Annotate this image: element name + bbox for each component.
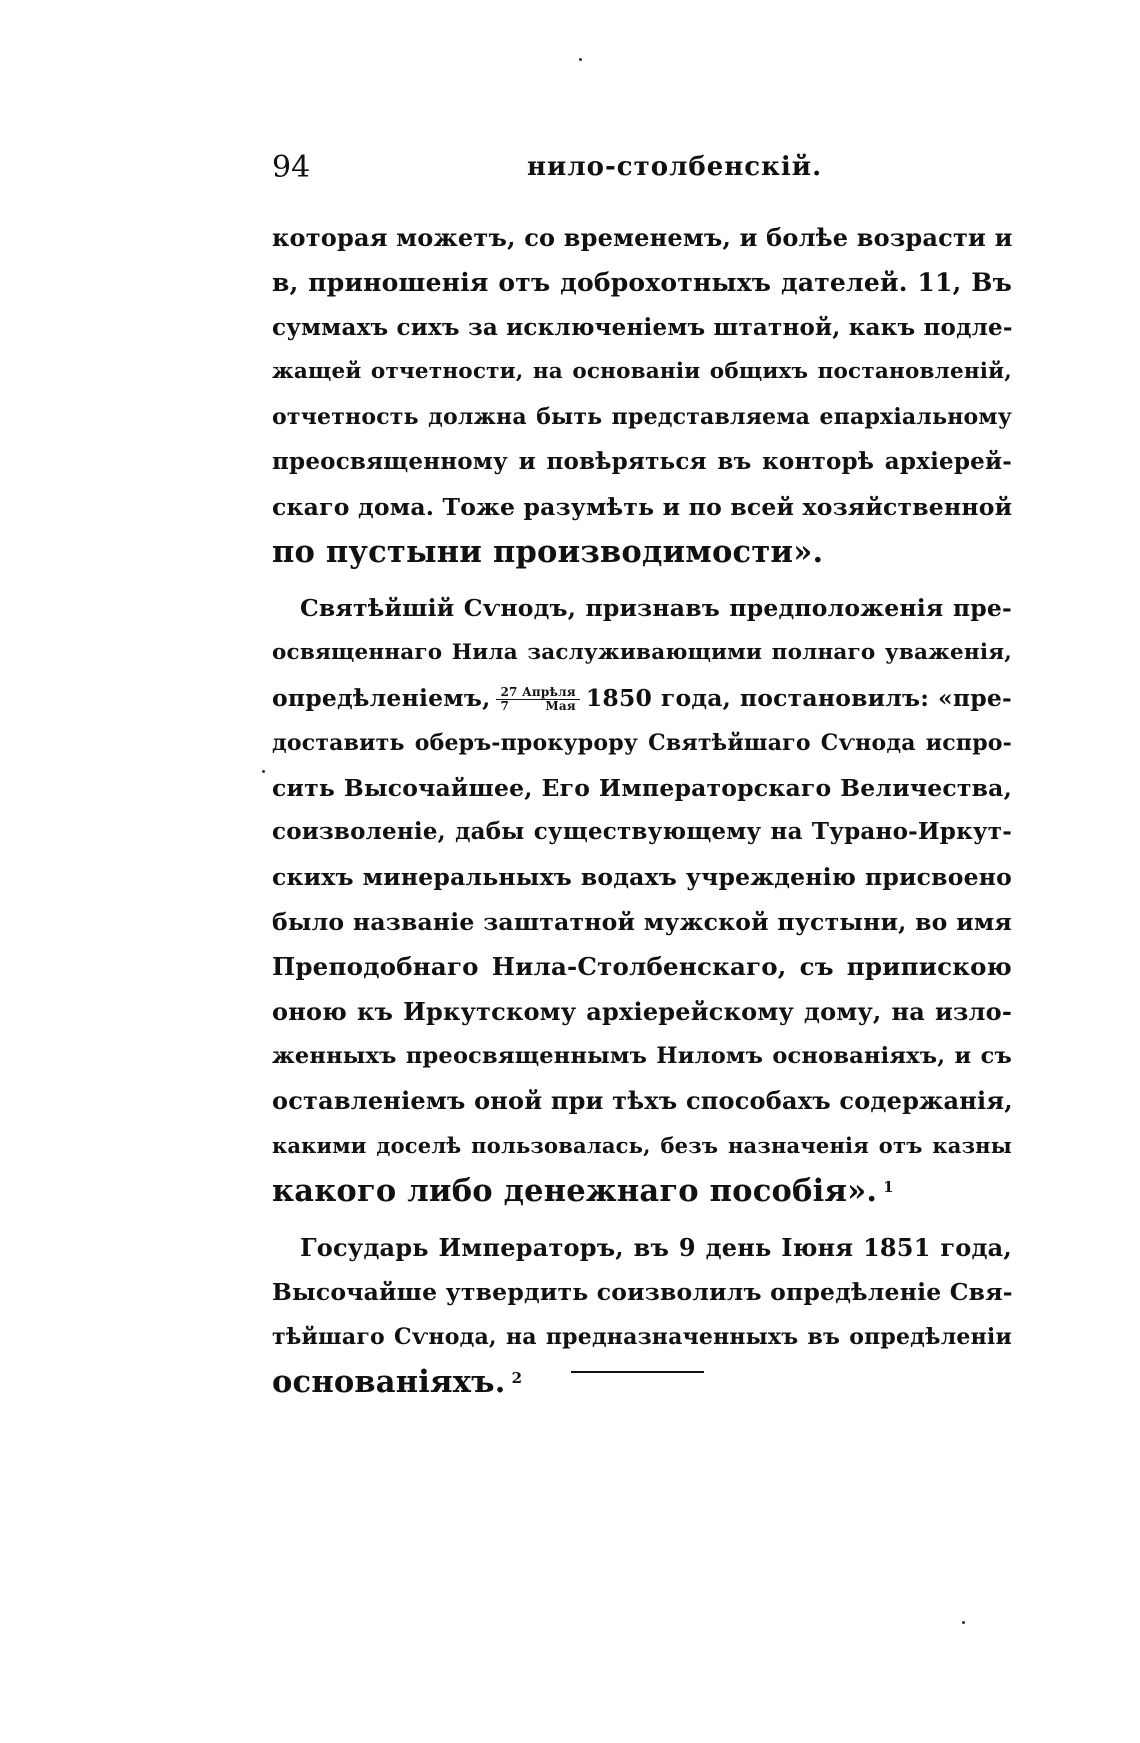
text-line: жащей отчетности, на основаніи общихъ постановленій, — [272, 359, 1012, 385]
text-line: которая можетъ, со временемъ, и болѣе возрасти и — [272, 223, 1013, 252]
text-line: Преподобнаго Нила-Столбенскаго, съ припискою — [272, 951, 1012, 981]
page-number: 94 — [272, 150, 311, 185]
text-line: тѣйшаго Сѵнода, на предназначенныхъ въ опредѣленіи — [272, 1324, 1012, 1351]
text-line: Государь Императоръ, въ 9 день Іюня 1851 года, — [300, 1232, 1012, 1262]
text-line: какого либо денежнаго пособія». — [272, 1172, 878, 1209]
text-line: Святѣйшій Сѵнодъ, признавъ предположенія пре- — [300, 594, 1012, 623]
text-line: суммахъ сихъ за исключеніемъ штатной, какъ подле- — [272, 313, 1013, 341]
fraction-line-before: опредѣленіемъ, — [272, 683, 491, 712]
text-line: доставить оберъ-прокурору Святѣйшаго Сѵнода испро- — [272, 729, 1012, 756]
paragraph-2 — [272, 586, 1012, 1213]
text-line-with-date-fraction — [272, 676, 1012, 721]
paragraph-1 — [272, 216, 1012, 574]
print-speck — [262, 770, 265, 773]
text-line: сить Высочайшее, Его Императорскаго Величества, — [272, 773, 1012, 802]
date-fraction-top: 27 Апрѣля — [496, 686, 579, 700]
text-line: основаніяхъ. — [272, 1363, 506, 1400]
text-line: женныхъ преосвященнымъ Ниломъ основаніяхъ, и съ — [272, 1043, 1012, 1070]
footnote-marker: 1 — [883, 1177, 894, 1196]
footnote-marker: 2 — [511, 1368, 523, 1387]
text-line: соизволеніе, дабы существующему на Турано-Иркут- — [272, 818, 1012, 846]
fraction-line-after: 1850 года, постановилъ: «пре- — [585, 683, 1012, 712]
text-line: Высочайше утвердить соизволилъ опредѣленіе Свя- — [272, 1278, 1013, 1307]
text-line-with-footnote — [272, 1360, 1012, 1405]
print-speck — [962, 1621, 965, 1624]
text-line-with-footnote — [272, 1169, 1012, 1214]
text-line: скаго дома. Тоже разумѣть и по всей хозяйственной — [272, 492, 1013, 521]
text-line: оставленіемъ оной при тѣхъ способахъ содержанія, — [272, 1086, 1013, 1116]
running-head: нило-столбенскій. — [527, 152, 823, 182]
paragraph-3 — [272, 1226, 1012, 1405]
text-line: освященнаго Нила заслуживающими полнаго уваженія, — [272, 640, 1012, 666]
body-text — [272, 216, 1012, 1405]
date-fraction-bottom: 7 Мая — [500, 698, 576, 713]
print-speck — [579, 58, 582, 61]
text-line: отчетность должна быть представляема епархіальному — [272, 404, 1012, 431]
date-fraction — [496, 686, 579, 713]
text-line: было названіе заштатной мужской пустыни, во имя — [272, 907, 1012, 936]
text-line: в, приношенія отъ доброхотныхъ дателей. 11, Въ — [272, 267, 1012, 297]
text-line: какими доселѣ пользовалась, безъ назначенія отъ казны — [272, 1132, 1012, 1158]
section-divider — [571, 1371, 704, 1373]
page-header — [272, 150, 1012, 194]
text-line: оною къ Иркутскому архіерейскому дому, на изло- — [272, 996, 1012, 1026]
text-line: скихъ минеральныхъ водахъ учрежденію присвоено — [272, 863, 1012, 892]
text-line: преосвященному и повѣряться въ конторѣ архіерей- — [272, 447, 1012, 475]
text-line: по пустыни производимости». — [272, 533, 824, 570]
